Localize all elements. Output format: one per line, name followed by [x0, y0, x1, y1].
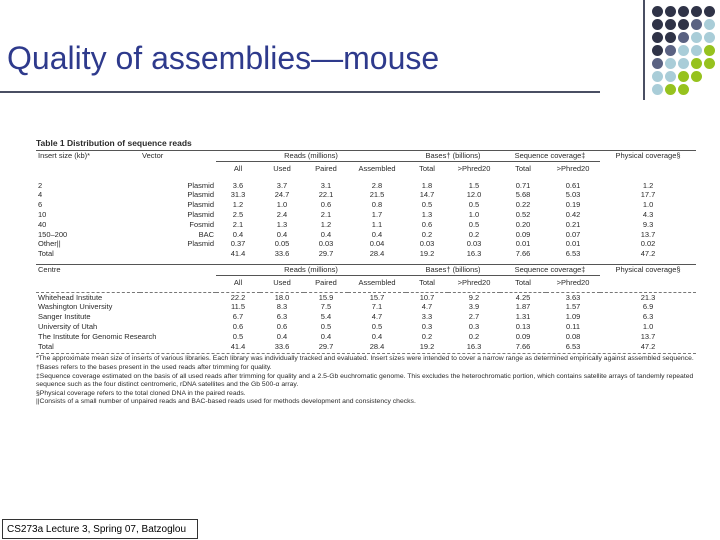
- decor-dot: [652, 84, 663, 95]
- slide-footer: CS273a Lecture 3, Spring 07, Batzoglou: [2, 519, 198, 539]
- table-cell: 0.5: [468, 200, 480, 210]
- table-cell: 0.6: [421, 219, 433, 229]
- sub-used: Used: [273, 163, 291, 173]
- part2-group-header: [36, 264, 696, 275]
- table-cell: [140, 249, 216, 259]
- table-cell: 1.09: [565, 312, 581, 322]
- table-cell: 2.8: [371, 180, 383, 190]
- table-cell: 1.0: [642, 200, 654, 210]
- table-cell: 16.3: [466, 341, 482, 351]
- sub-total: Total: [419, 163, 435, 173]
- table-cell: 16.3: [466, 249, 482, 259]
- decor-dot: [665, 6, 676, 17]
- table-footnotes: [36, 353, 696, 407]
- decor-dot: [665, 58, 676, 69]
- table-cell: 21.5: [369, 190, 385, 200]
- table-cell: 33.6: [274, 249, 290, 259]
- table-cell: 13.7: [640, 229, 656, 239]
- decor-dot: [704, 45, 715, 56]
- table-cell: 3.7: [276, 180, 288, 190]
- table-cell: 6.53: [565, 341, 581, 351]
- table-cell: 5.68: [515, 190, 531, 200]
- decor-dot: [665, 84, 676, 95]
- table-cell: 0.5: [320, 321, 332, 331]
- table-cell: Plasmid: [187, 180, 214, 190]
- table-cell: 3.1: [320, 180, 332, 190]
- decor-dot: [652, 19, 663, 30]
- table-row: [36, 322, 696, 332]
- table-cell: 6.9: [642, 302, 654, 312]
- sub-used-2: Used: [273, 277, 291, 287]
- table-cell: 0.5: [232, 331, 244, 341]
- decor-dot: [678, 71, 689, 82]
- table-cell: 9.3: [642, 219, 654, 229]
- group-coverage: Sequence coverage‡: [500, 151, 600, 162]
- table-cell: 0.71: [515, 180, 531, 190]
- table-cell: 5.03: [565, 190, 581, 200]
- decor-dot: [678, 6, 689, 17]
- table-cell: 15.9: [318, 292, 334, 302]
- table-cell: 0.22: [515, 200, 531, 210]
- title-vertical-rule: [643, 0, 645, 100]
- footnote: §Physical coverage refers to the total cloned DNA in the paired reads.: [36, 389, 246, 397]
- table-row: [36, 302, 696, 312]
- table-cell: 0.4: [276, 331, 288, 341]
- decor-dot: [691, 45, 702, 56]
- table-row: [36, 210, 696, 220]
- table-cell: 6.53: [565, 249, 581, 259]
- decor-dot: [678, 32, 689, 43]
- table-cell: 1.0: [276, 200, 288, 210]
- table-row: [36, 239, 696, 249]
- table-cell: 3.3: [421, 312, 433, 322]
- table-cell: 3.6: [232, 180, 244, 190]
- table-cell: Washington University: [38, 302, 113, 312]
- table-row: [36, 220, 696, 230]
- scanned-table-figure: [36, 138, 696, 407]
- table-cell: 3.63: [565, 292, 581, 302]
- table-cell: 0.5: [421, 200, 433, 210]
- table-cell: 0.11: [566, 321, 581, 331]
- table-cell: 1.31: [515, 312, 531, 322]
- table-cell: Sanger Institute: [38, 312, 91, 322]
- table-cell: 41.4: [230, 249, 246, 259]
- table-cell: 21.3: [640, 292, 656, 302]
- table-row: [36, 181, 696, 191]
- decor-dot: [704, 32, 715, 43]
- decor-dot: [678, 58, 689, 69]
- table-cell: 6.3: [276, 312, 288, 322]
- sub-total-4: Total: [515, 277, 531, 287]
- table-cell: 0.19: [565, 200, 581, 210]
- table-cell: 10.7: [419, 292, 435, 302]
- table-cell: 0.13: [515, 321, 531, 331]
- table-cell: 24.7: [274, 190, 290, 200]
- table-cell: 33.6: [274, 341, 290, 351]
- table-cell: 4.3: [642, 209, 654, 219]
- table-cell: 0.4: [371, 229, 383, 239]
- group-coverage-2: Sequence coverage‡: [500, 264, 600, 275]
- table-cell: 1.8: [421, 180, 433, 190]
- decor-dot: [665, 32, 676, 43]
- group-physical: Physical coverage§: [615, 151, 681, 161]
- table-cell: 0.52: [515, 209, 531, 219]
- decor-dot: [678, 84, 689, 95]
- table-cell: 0.6: [320, 200, 332, 210]
- table-cell: 40: [38, 219, 47, 229]
- part1-sub-header: [36, 161, 696, 175]
- table-cell: 0.2: [421, 229, 433, 239]
- table-cell: 0.3: [421, 321, 433, 331]
- table-cell: 0.42: [565, 209, 581, 219]
- table-cell: 11.5: [230, 302, 246, 312]
- table-cell: 22.1: [318, 190, 334, 200]
- sub-phred-3: >Phred20: [457, 277, 491, 287]
- table-cell: 6.7: [232, 312, 244, 322]
- table-row: [36, 249, 696, 259]
- table-cell: 1.7: [371, 209, 383, 219]
- table-cell: 7.66: [515, 341, 531, 351]
- table-cell: 0.03: [318, 239, 334, 249]
- table-cell: 3.9: [468, 302, 480, 312]
- table-cell: 4.25: [515, 292, 531, 302]
- sub-phred-4: >Phred20: [556, 277, 590, 287]
- table-cell: 6: [38, 200, 43, 210]
- table-cell: 0.21: [565, 219, 581, 229]
- table-cell: 0.37: [230, 239, 246, 249]
- sub-assembled-2: Assembled: [358, 277, 396, 287]
- decor-dot: [704, 58, 715, 69]
- table-cell: 0.2: [468, 331, 480, 341]
- table-cell: 2: [38, 180, 43, 190]
- table-row: [36, 342, 696, 352]
- table-cell: 29.7: [318, 249, 334, 259]
- decor-dot: [704, 6, 715, 17]
- group-reads: Reads (millions): [216, 151, 406, 162]
- sub-paired: Paired: [315, 163, 337, 173]
- title-horizontal-rule: [0, 91, 600, 93]
- decor-dot: [691, 32, 702, 43]
- sub-all: All: [233, 163, 243, 173]
- table-cell: The Institute for Genomic Research: [38, 331, 157, 341]
- table-cell: 0.8: [371, 200, 383, 210]
- table-cell: 1.57: [565, 302, 581, 312]
- table-cell: 18.0: [274, 292, 290, 302]
- table-cell: 1.2: [642, 180, 654, 190]
- table-cell: 8.3: [276, 302, 288, 312]
- table-caption: [36, 138, 696, 148]
- table-cell: 7.1: [371, 302, 383, 312]
- decor-dot: [704, 19, 715, 30]
- table-cell: 13.7: [640, 331, 656, 341]
- table-cell: 9.2: [468, 292, 480, 302]
- table-cell: 2.1: [232, 219, 244, 229]
- decor-dot: [691, 6, 702, 17]
- table-cell: 29.7: [318, 341, 334, 351]
- decor-dot: [678, 45, 689, 56]
- table-cell: Plasmid: [187, 200, 214, 210]
- col-vector: Vector: [142, 151, 164, 161]
- table-row: [36, 292, 696, 302]
- table-cell: 5.4: [320, 312, 332, 322]
- table-cell: 7.66: [515, 249, 531, 259]
- group-bases-2: Bases† (billions): [406, 264, 500, 275]
- table-cell: 0.4: [232, 229, 244, 239]
- footnote: ||Consists of a small number of unpaired reads and BAC-based reads used for methods development and consistency checks.: [36, 398, 416, 406]
- table-cell: 1.0: [468, 209, 480, 219]
- table-row: [36, 200, 696, 210]
- table-cell: 0.4: [371, 331, 383, 341]
- decor-dot: [652, 71, 663, 82]
- table-cell: University of Utah: [38, 321, 98, 331]
- table-cell: 0.6: [276, 321, 288, 331]
- table-cell: 1.87: [515, 302, 531, 312]
- table-cell: 47.2: [640, 341, 656, 351]
- decor-dot: [665, 45, 676, 56]
- table-cell: 0.4: [320, 331, 332, 341]
- table-cell: 1.3: [276, 219, 288, 229]
- sub-all-2: All: [233, 277, 243, 287]
- table-row: [36, 190, 696, 200]
- decor-dot: [665, 71, 676, 82]
- decor-dot: [652, 45, 663, 56]
- table-cell: Total: [38, 249, 54, 259]
- table-cell: 0.07: [565, 229, 581, 239]
- table-cell: 0.05: [274, 239, 290, 249]
- table-cell: 6.3: [642, 312, 654, 322]
- table-cell: 0.02: [640, 239, 656, 249]
- table-cell: 0.03: [466, 239, 482, 249]
- table-cell: 1.2: [320, 219, 332, 229]
- table-cell: 0.3: [468, 321, 480, 331]
- table-cell: 1.2: [232, 200, 244, 210]
- table-cell: 0.01: [515, 239, 531, 249]
- table-cell: 0.5: [468, 219, 480, 229]
- slide-title: Quality of assemblies—mouse: [7, 40, 440, 76]
- sub-assembled: Assembled: [358, 163, 396, 173]
- table-cell: 22.2: [230, 292, 246, 302]
- table-cell: 31.3: [230, 190, 246, 200]
- decor-dot: [691, 71, 702, 82]
- col-centre: Centre: [38, 265, 61, 275]
- table-cell: 1.3: [421, 209, 433, 219]
- table-cell: 0.6: [232, 321, 244, 331]
- decor-dot: [691, 58, 702, 69]
- table-cell: 4.7: [421, 302, 433, 312]
- table-cell: 0.03: [419, 239, 435, 249]
- table-cell: 2.5: [232, 209, 244, 219]
- sub-phred-2: >Phred20: [556, 163, 590, 173]
- table-cell: BAC: [198, 229, 214, 239]
- table-cell: 2.1: [320, 209, 332, 219]
- sub-paired-2: Paired: [315, 277, 337, 287]
- decor-dot: [678, 19, 689, 30]
- table-cell: 15.7: [369, 292, 385, 302]
- sub-total-3: Total: [419, 277, 435, 287]
- table-cell: 2.7: [468, 312, 480, 322]
- part1-group-header: [36, 151, 696, 162]
- decor-dot: [652, 58, 663, 69]
- table-cell: Plasmid: [187, 190, 214, 200]
- table-row: [36, 312, 696, 322]
- footnote: †Bases refers to the bases present in the used reads after trimming for quality.: [36, 363, 272, 371]
- table-caption-text: Distribution of sequence reads: [67, 138, 192, 148]
- col-insert-size: Insert size (kb)*: [38, 151, 91, 161]
- table-cell: 0.2: [468, 229, 480, 239]
- decor-dot: [652, 6, 663, 17]
- table-number: Table 1: [36, 138, 65, 148]
- table-cell: 0.01: [565, 239, 581, 249]
- part2-sub-header: [36, 275, 696, 289]
- decor-dot: [665, 19, 676, 30]
- table-cell: 19.2: [419, 249, 435, 259]
- table-cell: 19.2: [419, 341, 435, 351]
- table-cell: 28.4: [369, 249, 385, 259]
- sub-phred: >Phred20: [457, 163, 491, 173]
- table-cell: 10: [38, 209, 47, 219]
- table-cell: 28.4: [369, 341, 385, 351]
- table-cell: 14.7: [419, 190, 435, 200]
- table-cell: 0.04: [369, 239, 385, 249]
- table-cell: 17.7: [640, 190, 656, 200]
- table-cell: 47.2: [640, 249, 656, 259]
- table-cell: 41.4: [230, 341, 246, 351]
- table-cell: 4.7: [371, 312, 383, 322]
- table-cell: 0.09: [515, 331, 531, 341]
- footnote: *The approximate mean size of inserts of various libraries. Each library was individually tracked and evaluated. Insert sizes were intended to cover a narrow range as determined empirically against assembled sequence.: [36, 355, 694, 363]
- table-cell: 0.61: [565, 180, 581, 190]
- table-cell: 7.5: [320, 302, 332, 312]
- table-cell: 150–200: [38, 229, 68, 239]
- table-cell: Plasmid: [187, 239, 214, 249]
- table-row: [36, 230, 696, 240]
- table-cell: 12.0: [466, 190, 482, 200]
- table-cell: Whitehead Institute: [38, 292, 103, 302]
- group-physical-2: Physical coverage§: [615, 265, 681, 275]
- table-cell: 1.1: [371, 219, 383, 229]
- table-cell: 2.4: [276, 209, 288, 219]
- table-cell: Other||: [38, 239, 61, 249]
- footnote: ‡Sequence coverage estimated on the basis of all used reads after trimming for quality and a 2.5-Gb euchromatic genome. This excludes the heterochromatic portion, which contains satellite arrays of tandemly repeated sequence such as the four distinct centromeric, rDNA satellites and the Gb 500-α array.: [36, 372, 694, 389]
- distribution-table: [36, 150, 696, 351]
- table-row: [36, 332, 696, 342]
- group-bases: Bases† (billions): [406, 151, 500, 162]
- table-cell: 4: [38, 190, 43, 200]
- decor-dot: [691, 19, 702, 30]
- group-reads-2: Reads (millions): [216, 264, 406, 275]
- table-cell: 0.08: [565, 331, 581, 341]
- table-cell: 0.5: [371, 321, 383, 331]
- table-cell: 0.20: [515, 219, 531, 229]
- table-cell: Fosmid: [189, 219, 214, 229]
- table-cell: 1.5: [468, 180, 480, 190]
- table-cell: 0.4: [320, 229, 332, 239]
- table-cell: 1.0: [642, 321, 654, 331]
- sub-total-2: Total: [515, 163, 531, 173]
- table-cell: Plasmid: [187, 209, 214, 219]
- table-cell: 0.09: [515, 229, 531, 239]
- decor-dot: [652, 32, 663, 43]
- table-cell: 0.4: [276, 229, 288, 239]
- table-cell: Total: [38, 341, 54, 351]
- table-cell: 0.2: [421, 331, 433, 341]
